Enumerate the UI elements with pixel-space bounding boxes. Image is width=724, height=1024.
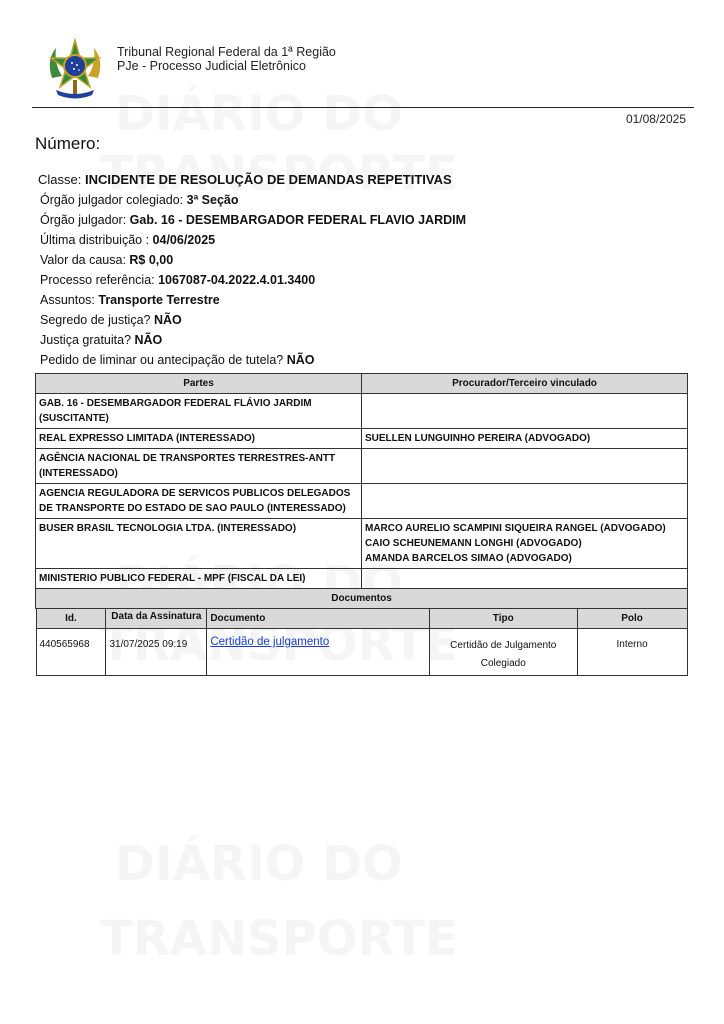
party-attorney <box>362 569 688 589</box>
field-orgao-colegiado-label: Órgão julgador colegiado: <box>40 193 187 207</box>
party-name: AGENCIA REGULADORA DE SERVICOS PUBLICOS DELEGADOS DE TRANSPORTE DO ESTADO DE SAO PAULO (INTERESSADO) <box>36 484 362 519</box>
documents-header-row <box>36 609 687 629</box>
field-orgao-colegiado <box>38 190 466 210</box>
field-distribuicao-value: 04/06/2025 <box>152 233 216 247</box>
col-documento: Documento <box>207 609 430 629</box>
field-assuntos-label: Assuntos: <box>40 293 99 307</box>
field-distribuicao-label: Última distribuição : <box>40 233 153 247</box>
field-referencia <box>38 270 466 290</box>
field-valor-label: Valor da causa: <box>40 253 130 267</box>
documents-title: Documentos <box>36 589 688 609</box>
documents-title-row <box>36 589 688 609</box>
field-classe-value: INCIDENTE DE RESOLUÇÃO DE DEMANDAS REPETITIVAS <box>84 172 452 187</box>
col-partes: Partes <box>36 374 362 394</box>
field-classe-label: Classe: <box>38 172 85 187</box>
field-assuntos <box>38 290 466 310</box>
field-valor-value: R$ 0,00 <box>129 253 174 267</box>
field-assuntos-value: Transporte Terrestre <box>98 293 220 307</box>
table-row <box>36 429 688 449</box>
field-gratuita-value: NÃO <box>134 333 163 347</box>
numero-label: Número: <box>35 134 101 153</box>
documents-wrapper <box>36 609 688 677</box>
doc-type: Certidão de Julgamento Colegiado <box>429 629 577 676</box>
header-org-line2: PJe - Processo Judicial Eletrônico <box>117 59 306 73</box>
party-attorney: SUELLEN LUNGUINHO PEREIRA (ADVOGADO) <box>362 429 688 449</box>
field-segredo <box>38 310 466 330</box>
header-org <box>117 45 336 73</box>
col-data: Data da Assinatura <box>106 609 207 629</box>
party-name: REAL EXPRESSO LIMITADA (INTERESSADO) <box>36 429 362 449</box>
table-row <box>36 629 687 676</box>
documents-section <box>36 609 688 677</box>
field-valor <box>38 250 466 270</box>
parties-header-row <box>36 374 688 394</box>
field-referencia-value: 1067087-04.2022.4.01.3400 <box>158 273 316 287</box>
field-orgao-colegiado-value: 3ª Seção <box>186 193 239 207</box>
doc-link-cell <box>207 629 430 676</box>
table-row <box>36 449 688 484</box>
field-orgao-value: Gab. 16 - DESEMBARGADOR FEDERAL FLAVIO JARDIM <box>129 213 467 227</box>
doc-polo: Interno <box>577 629 687 676</box>
certidao-link[interactable]: Certidão de julgamento <box>210 636 330 648</box>
header-divider <box>32 107 694 108</box>
col-procurador: Procurador/Terceiro vinculado <box>362 374 688 394</box>
header-org-line1: Tribunal Regional Federal da 1ª Região <box>117 45 336 59</box>
doc-date: 31/07/2025 09:19 <box>106 629 207 676</box>
field-segredo-label: Segredo de justiça? <box>40 313 154 327</box>
field-gratuita-label: Justiça gratuita? <box>40 333 135 347</box>
table-row <box>36 484 688 519</box>
table-row <box>36 519 688 569</box>
party-attorney <box>362 484 688 519</box>
doc-id: 440565968 <box>36 629 106 676</box>
col-polo: Polo <box>577 609 687 629</box>
table-row <box>36 394 688 429</box>
process-fields <box>38 170 466 370</box>
field-liminar-label: Pedido de liminar ou antecipação de tutela? <box>40 353 287 367</box>
party-name: MINISTERIO PUBLICO FEDERAL - MPF (FISCAL DA LEI) <box>36 569 362 589</box>
party-name: BUSER BRASIL TECNOLOGIA LTDA. (INTERESSADO) <box>36 519 362 569</box>
party-name: GAB. 16 - DESEMBARGADOR FEDERAL FLÁVIO JARDIM (SUSCITANTE) <box>36 394 362 429</box>
table-row <box>36 569 688 589</box>
col-id: Id. <box>36 609 106 629</box>
field-orgao-label: Órgão julgador: <box>40 213 130 227</box>
field-orgao <box>38 210 466 230</box>
field-distribuicao <box>38 230 466 250</box>
party-attorney <box>362 394 688 429</box>
party-attorney: MARCO AURELIO SCAMPINI SIQUEIRA RANGEL (ADVOGADO) CAIO SCHEUNEMANN LONGHI (ADVOGADO) AMANDA BARCELOS SIMAO (ADVOGADO) <box>362 519 688 569</box>
field-referencia-label: Processo referência: <box>40 273 159 287</box>
field-classe <box>38 170 466 190</box>
document-date: 01/08/2025 <box>625 112 686 126</box>
brazil-coat-of-arms-icon <box>44 38 106 102</box>
party-name: AGÊNCIA NACIONAL DE TRANSPORTES TERRESTRES-ANTT (INTERESSADO) <box>36 449 362 484</box>
field-liminar <box>38 350 466 370</box>
field-segredo-value: NÃO <box>153 313 182 327</box>
field-liminar-value: NÃO <box>286 353 315 367</box>
parties-table <box>35 373 688 676</box>
party-attorney <box>362 449 688 484</box>
documents-table <box>36 609 688 676</box>
col-tipo: Tipo <box>429 609 577 629</box>
field-gratuita <box>38 330 466 350</box>
